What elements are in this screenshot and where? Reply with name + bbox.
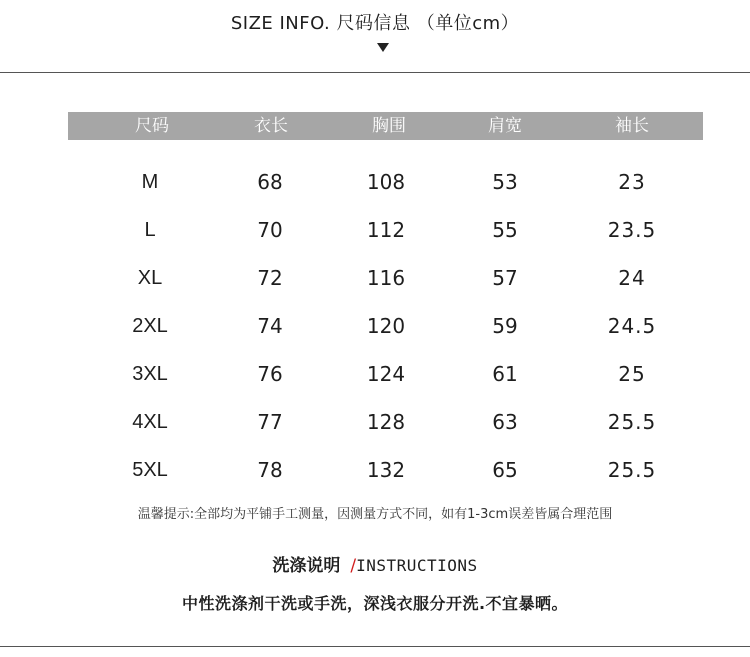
length-cell: 72 [257,266,283,290]
shoulder-cell: 61 [492,362,518,386]
size-cell: M [141,171,159,193]
length-cell: 76 [257,362,283,386]
length-cell: 68 [257,170,283,194]
chest-cell: 124 [366,362,406,386]
table-row [0,311,750,341]
shoulder-cell: 57 [492,266,518,290]
page-title: SIZE INFO. 尺码信息 （单位cm） [230,13,520,34]
size-cell: XL [137,267,163,289]
chest-cell: 116 [366,266,406,290]
sleeve-cell: 25.5 [607,410,657,434]
sleeve-cell: 24 [618,266,646,290]
sleeve-cell: 23 [618,170,646,194]
length-cell: 78 [257,458,283,482]
chest-cell: 128 [366,410,406,434]
size-cell: 5XL [132,459,168,481]
table-row [0,407,750,437]
size-cell: L [144,219,156,241]
table-row [0,455,750,485]
column-header-shoulder: 肩宽 [488,116,522,136]
size-cell: 2XL [132,315,168,337]
measurement-note: 温馨提示:全部均为平铺手工测量，因测量方式不同，如有1-3cm误差皆属合理范围 [137,507,613,522]
down-arrow-icon [377,43,389,52]
column-header-length: 衣长 [254,116,288,136]
table-row [0,215,750,245]
top-divider [0,72,750,73]
column-header-chest: 胸围 [372,116,406,136]
wash-heading [0,551,750,576]
wash-instructions: 中性洗涤剂干洗或手洗，深浅衣服分开洗.不宜暴晒。 [181,594,569,613]
wash-heading-slash: / [350,556,357,576]
chest-cell: 120 [366,314,406,338]
shoulder-cell: 53 [492,170,518,194]
size-cell: 3XL [132,363,168,385]
chest-cell: 132 [366,458,406,482]
sleeve-cell: 24.5 [607,314,657,338]
shoulder-cell: 63 [492,410,518,434]
length-cell: 77 [257,410,283,434]
wash-heading-en: INSTRUCTIONS [356,556,478,575]
column-header-size: 尺码 [135,116,169,136]
sleeve-cell: 25 [618,362,646,386]
wash-heading-cn: 洗涤说明 [272,556,341,576]
chest-cell: 112 [366,218,406,242]
chest-cell: 108 [366,170,406,194]
table-row [0,167,750,197]
table-row [0,359,750,389]
column-header-sleeve: 袖长 [615,116,649,136]
shoulder-cell: 55 [492,218,518,242]
length-cell: 70 [257,218,283,242]
sleeve-cell: 25.5 [607,458,657,482]
table-header [68,112,703,140]
bottom-divider [0,646,750,647]
size-cell: 4XL [132,411,168,433]
sleeve-cell: 23.5 [607,218,657,242]
shoulder-cell: 65 [492,458,518,482]
table-row [0,263,750,293]
shoulder-cell: 59 [492,314,518,338]
length-cell: 74 [257,314,283,338]
